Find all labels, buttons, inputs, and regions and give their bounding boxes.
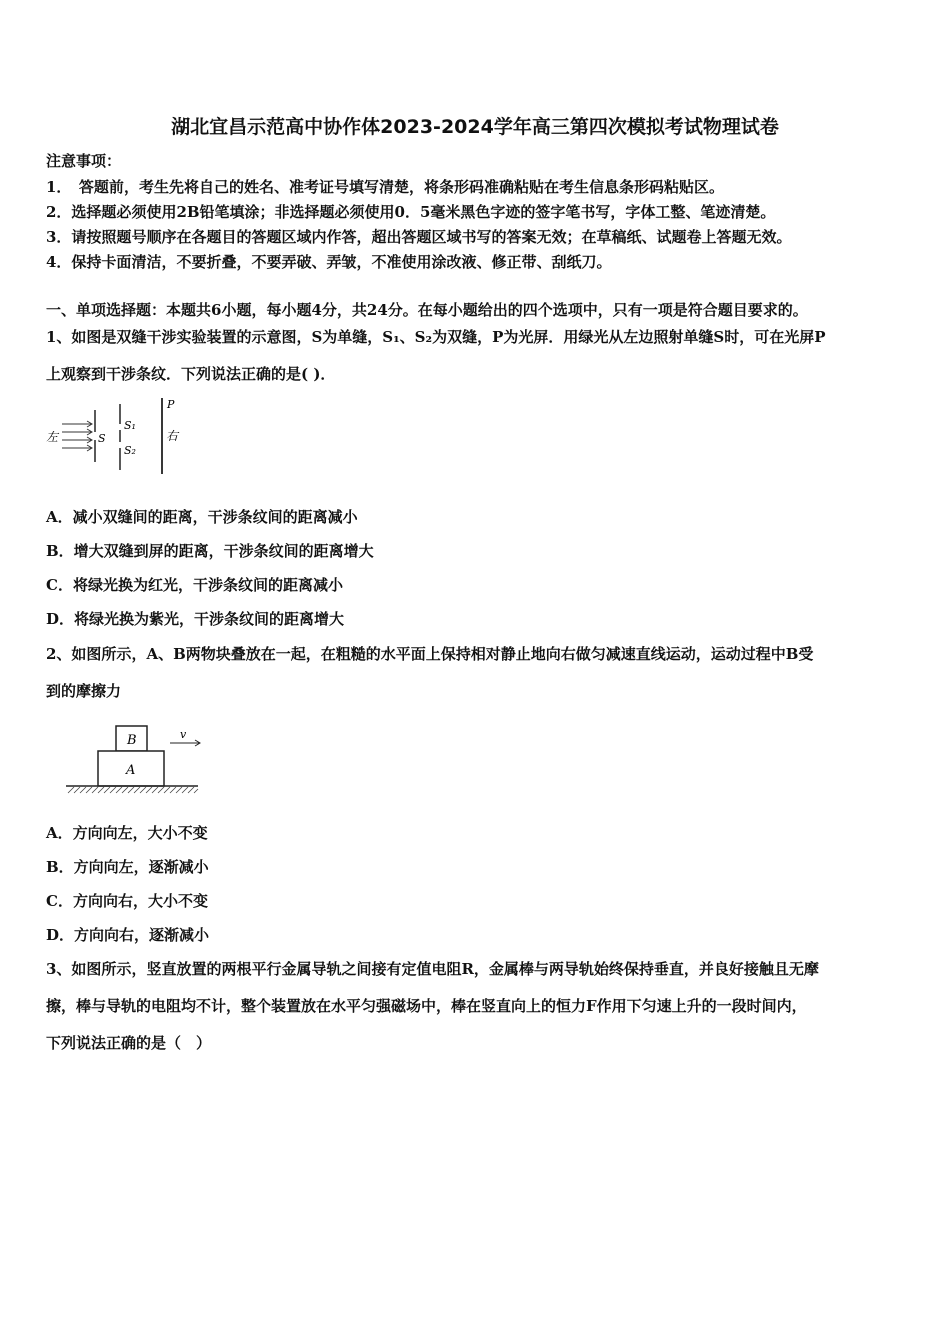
double-slit-diagram xyxy=(42,396,192,476)
screen-p-label: P xyxy=(167,398,175,411)
question-3-text: 擦，棒与导轨的电阻均不计，整个装置放在水平匀强磁场中，棒在竖直向上的恒力F作用下匀速上升的一段时间内， xyxy=(46,997,807,1015)
right-label: 右 xyxy=(166,429,179,443)
option-d[interactable]: D．方向向右，逐渐减小 xyxy=(46,926,210,944)
slit-s-label: S xyxy=(98,432,106,445)
notice-item: 2．选择题必须使用2B铅笔填涂；非选择题必须使用0．5毫米黑色字迹的签字笔书写，字体工整、笔迹清楚。 xyxy=(46,203,776,221)
option-a[interactable]: A．减小双缝间的距离，干涉条纹间的距离减小 xyxy=(46,508,358,526)
question-2-text: 到的摩擦力 xyxy=(46,682,122,700)
question-3-text: 3、如图所示，竖直放置的两根平行金属导轨之间接有定值电阻R，金属棒与两导轨始终保持垂直，并良好接触且无摩 xyxy=(46,960,819,978)
left-label: 左 xyxy=(46,430,59,444)
option-c[interactable]: C．方向向右，大小不变 xyxy=(46,892,208,910)
incident-light-arrows xyxy=(62,421,92,451)
notice-item: 1． 答题前，考生先将自己的姓名、准考证号填写清楚，将条形码准确粘贴在考生信息条形码粘贴区。 xyxy=(46,178,724,196)
slit-s2-label: S₂ xyxy=(124,444,136,457)
option-b[interactable]: B．增大双缝到屏的距离，干涉条纹间的距离增大 xyxy=(46,542,374,560)
question-3-text: 下列说法正确的是（ ） xyxy=(46,1034,212,1052)
section-heading: 一、单项选择题：本题共6小题，每小题4分，共24分。在每小题给出的四个选项中，只有一项是符合题目要求的。 xyxy=(46,301,808,319)
slit-s1-label: S₁ xyxy=(124,419,136,432)
block-a-label: A xyxy=(126,763,136,778)
notice-item: 3．请按照题号顺序在各题目的答题区域内作答，超出答题区域书写的答案无效；在草稿纸、试题卷上答题无效。 xyxy=(46,228,792,246)
ground-hatching xyxy=(68,787,198,793)
question-1-text: 上观察到干涉条纹．下列说法正确的是( )． xyxy=(46,365,336,383)
option-a[interactable]: A．方向向左，大小不变 xyxy=(46,824,208,842)
option-c[interactable]: C．将绿光换为红光，干涉条纹间的距离减小 xyxy=(46,576,343,594)
notice-heading: 注意事项： xyxy=(46,152,122,170)
option-d[interactable]: D．将绿光换为紫光，干涉条纹间的距离增大 xyxy=(46,610,345,628)
stacked-blocks-diagram xyxy=(62,720,202,800)
question-1-text: 1、如图是双缝干涉实验装置的示意图，S为单缝，S₁、S₂为双缝，P为光屏．用绿光从左边照射单缝S时，可在光屏P xyxy=(46,328,826,346)
option-b[interactable]: B．方向向左，逐渐减小 xyxy=(46,858,209,876)
question-2-text: 2、如图所示，A、B两物块叠放在一起，在粗糙的水平面上保持相对静止地向右做匀减速直线运动，运动过程中B受 xyxy=(46,645,814,663)
block-b-label: B xyxy=(127,733,137,748)
page-title: 湖北宜昌示范高中协作体2023-2024学年高三第四次模拟考试物理试卷 xyxy=(171,116,779,138)
notice-item: 4．保持卡面清洁，不要折叠，不要弄破、弄皱，不准使用涂改液、修正带、刮纸刀。 xyxy=(46,253,612,271)
velocity-label: v xyxy=(180,728,187,741)
